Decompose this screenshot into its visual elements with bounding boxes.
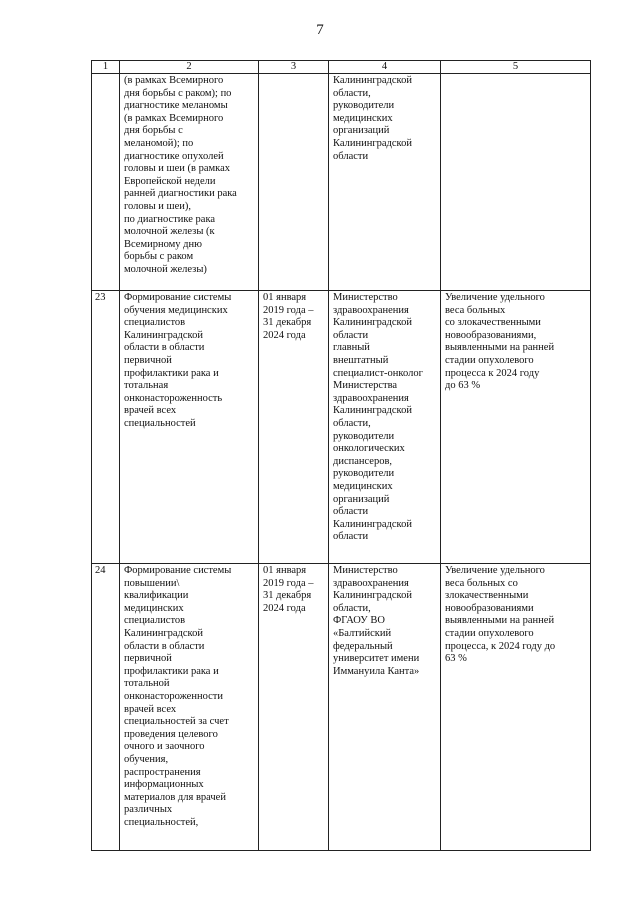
table-row bbox=[92, 74, 591, 291]
header-row bbox=[92, 61, 591, 74]
event-cell: Формирование системы повышении\ квалификации медицинских специалистов Калининградской области в области первичной профилактики рака и тотальной онконастороженности врачей всех специальностей за счет проведения целевого очного и заочного обучения, распространения информационных материалов для врачей различных специальностей, bbox=[120, 564, 259, 851]
measures-table bbox=[91, 60, 591, 851]
result-cell: Увеличение удельного веса больных со злокачественными новообразованиями, выявленными на ранней стадии опухолевого процесса к 2024 году до 63 % bbox=[441, 291, 591, 564]
dates-cell: 01 января 2019 года – 31 декабря 2024 года bbox=[259, 291, 329, 564]
header-col-4: 4 bbox=[329, 61, 441, 74]
responsible-cell: Министерство здравоохранения Калининградской области главный внештатный специалист-онколог Министерства здравоохранения Калининградской области, руководители онкологических диспансеров, руководители медицинских организаций области Калининградской области bbox=[329, 291, 441, 564]
responsible-cell: Министерство здравоохранения Калининградской области, ФГАОУ ВО «Балтийский федеральный университет имени Иммануила Канта» bbox=[329, 564, 441, 851]
header-col-5: 5 bbox=[441, 61, 591, 74]
result-cell bbox=[441, 74, 591, 291]
dates-cell bbox=[259, 74, 329, 291]
dates-cell: 01 января 2019 года – 31 декабря 2024 года bbox=[259, 564, 329, 851]
result-cell: Увеличение удельного веса больных со злокачественными новообразованиями выявленными на ранней стадии опухолевого процесса, к 2024 году до 63 % bbox=[441, 564, 591, 851]
table-row bbox=[92, 291, 591, 564]
responsible-cell: Калининградской области, руководители медицинских организаций Калининградской области bbox=[329, 74, 441, 291]
header-col-2: 2 bbox=[120, 61, 259, 74]
event-cell: (в рамках Всемирного дня борьбы с раком); по диагностике меланомы (в рамках Всемирного дня борьбы с меланомой); по диагностике опухолей головы и шеи (в рамках Европейской недели ранней диагностики рака головы и шеи), по диагностике рака молочной железы (к Всемирному дню борьбы с раком молочной железы) bbox=[120, 74, 259, 291]
table-row bbox=[92, 564, 591, 851]
row-number: 23 bbox=[92, 291, 120, 564]
event-cell: Формирование системы обучения медицинских специалистов Калининградской области в области первичной профилактики рака и тотальная онконастороженность врачей всех специальностей bbox=[120, 291, 259, 564]
header-col-3: 3 bbox=[259, 61, 329, 74]
header-col-1: 1 bbox=[92, 61, 120, 74]
page-number: 7 bbox=[316, 22, 324, 38]
row-number bbox=[92, 74, 120, 291]
row-number: 24 bbox=[92, 564, 120, 851]
